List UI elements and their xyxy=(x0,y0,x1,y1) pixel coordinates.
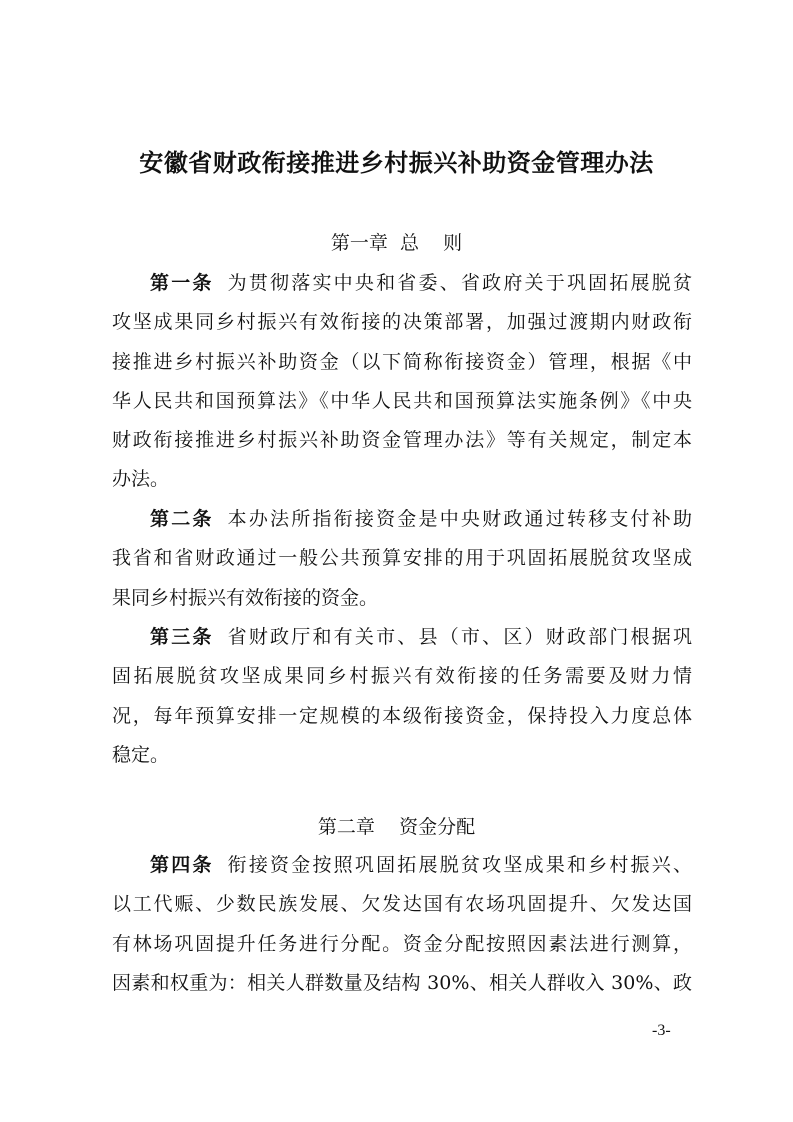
article-text: 攻坚成果同乡村振兴有效衔接的决策部署，加强过渡期内财政衔 xyxy=(112,311,692,334)
article-text: 稳定。 xyxy=(112,743,170,766)
chapter-heading: 第二章 资金分配 xyxy=(317,816,476,838)
article-text: 接推进乡村振兴补助资金（以下简称衔接资金）管理，根据《中 xyxy=(112,350,692,373)
article-text: 果同乡村振兴有效衔接的资金。 xyxy=(112,586,379,609)
article-number: 第四条 xyxy=(150,854,214,876)
article-text: 本办法所指衔接资金是中央财政通过转移支付补助 xyxy=(227,508,692,530)
article xyxy=(112,264,692,500)
article-text: 办法。 xyxy=(112,468,170,491)
article-number: 第二条 xyxy=(150,508,214,530)
article-number: 第一条 xyxy=(150,272,214,294)
article-first-line xyxy=(112,618,692,657)
article-text: 我省和省财政通过一般公共预算安排的用于巩固拓展脱贫攻坚成 xyxy=(112,547,692,570)
page-number: -3- xyxy=(652,1022,671,1039)
article-first-line xyxy=(112,500,692,539)
article xyxy=(112,618,692,775)
article-text: 华人民共和国预算法》《中华人民共和国预算法实施条例》《中央 xyxy=(112,389,692,412)
article-text: 以工代赈、少数民族发展、欠发达国有农场巩固提升、欠发达国 xyxy=(112,893,692,916)
document-title: 安徽省财政衔接推进乡村振兴补助资金管理办法 xyxy=(139,149,654,177)
article-text: 衔接资金按照巩固拓展脱贫攻坚成果和乡村振兴、 xyxy=(227,854,692,876)
article-text: 固拓展脱贫攻坚成果同乡村振兴有效衔接的任务需要及财力情 xyxy=(112,665,692,688)
chapter-heading: 第一章 总 则 xyxy=(330,232,463,254)
article xyxy=(112,846,692,1003)
article-text: 况，每年预算安排一定规模的本级衔接资金，保持投入力度总体 xyxy=(112,704,692,727)
article-first-line xyxy=(112,264,692,303)
article xyxy=(112,500,692,618)
article-number: 第三条 xyxy=(150,626,214,648)
article-text: 省财政厅和有关市、县（市、区）财政部门根据巩 xyxy=(227,626,692,648)
article-first-line xyxy=(112,846,692,885)
article-text: 财政衔接推进乡村振兴补助资金管理办法》等有关规定，制定本 xyxy=(112,429,692,452)
article-text: 有林场巩固提升任务进行分配。资金分配按照因素法进行测算， xyxy=(112,932,692,955)
article-text: 因素和权重为：相关人群数量及结构 30%、相关人群收入 30%、政 xyxy=(112,971,692,994)
article-text: 为贯彻落实中央和省委、省政府关于巩固拓展脱贫 xyxy=(227,272,692,294)
